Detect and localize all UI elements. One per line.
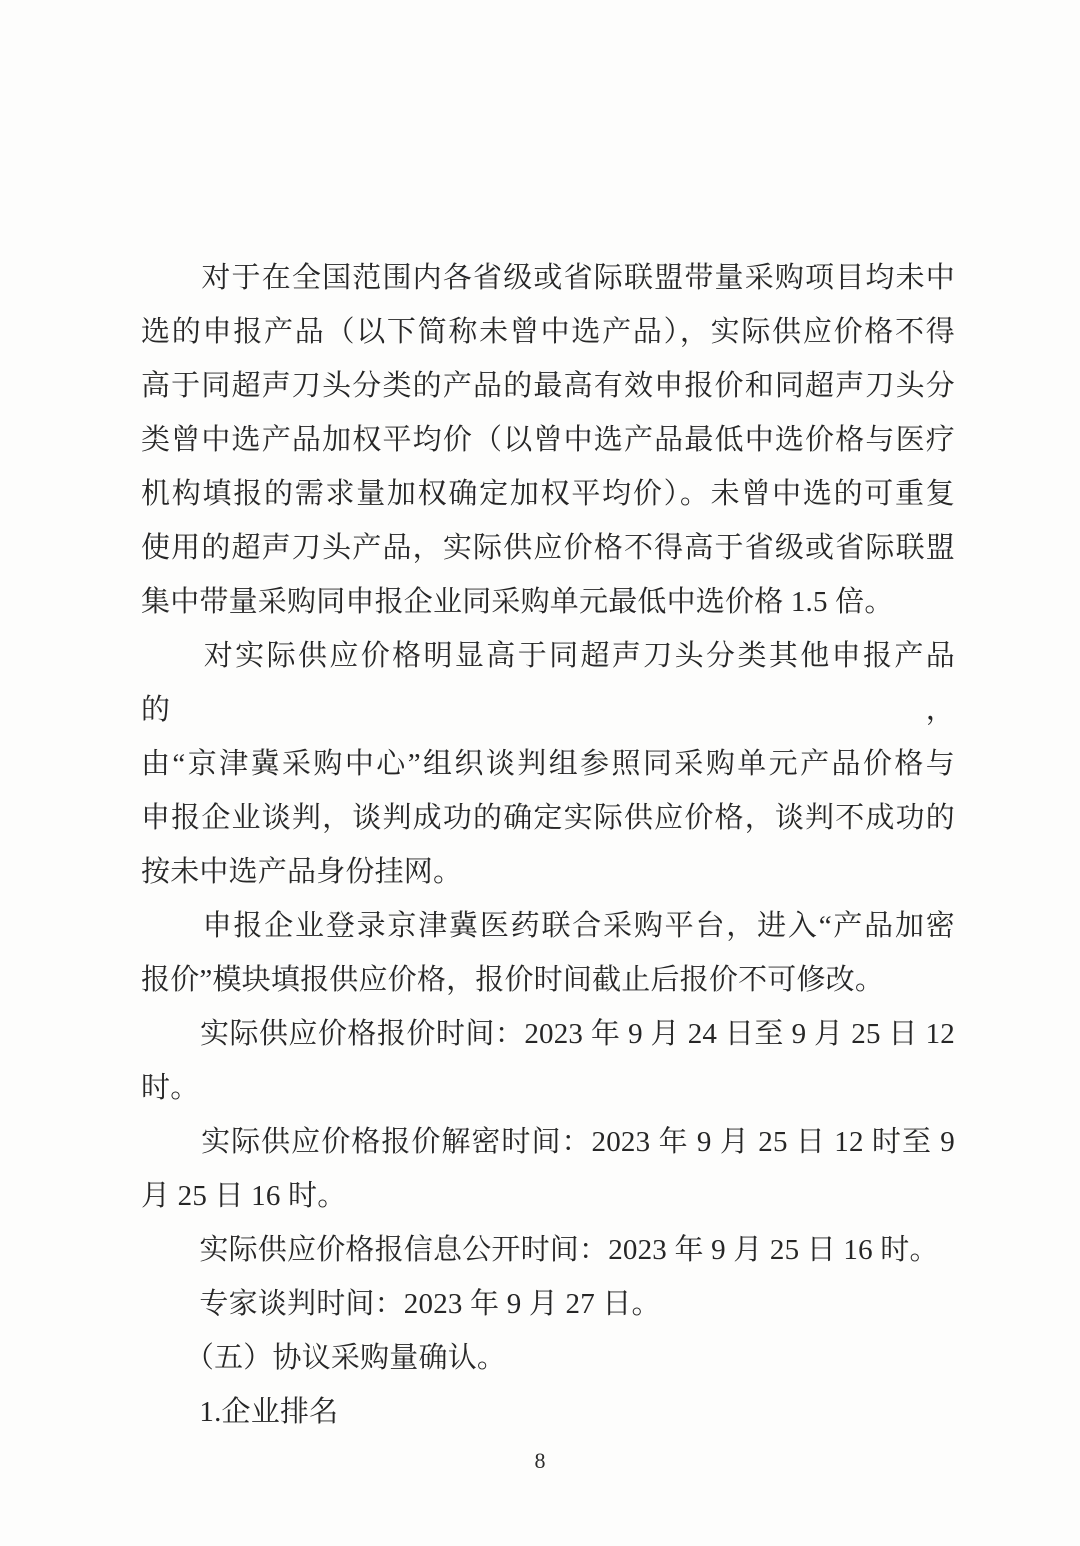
para-unselected-products-pricing: [141, 251, 955, 629]
text-line: 专家谈判时间：2023 年 9 月 27 日。: [141, 1288, 661, 1320]
text-line: 月 25 日 16 时。: [141, 1180, 347, 1212]
text-line: 实际供应价格报价解密时间：2023 年 9 月 25 日 12 时至 9: [141, 1126, 955, 1158]
para-disclosure-time: [141, 1223, 955, 1277]
para-expert-negotiation-time: [141, 1277, 955, 1331]
para-quote-time: [141, 1007, 955, 1115]
document-body: [141, 251, 955, 1439]
heading-enterprise-ranking: [141, 1385, 955, 1439]
text-line: 实际供应价格报信息公开时间：2023 年 9 月 25 日 16 时。: [141, 1234, 939, 1266]
text-line: 报价”模块填报供应价格，报价时间截止后报价不可修改。: [141, 964, 885, 996]
text-line: 机构填报的需求量加权确定加权平均价）。未曾中选的可重复: [141, 478, 955, 510]
text-line: 时。: [141, 1072, 200, 1104]
text-line: 集中带量采购同申报企业同采购单元最低中选价格 1.5 倍。: [141, 586, 894, 618]
text-line: 对实际供应价格明显高于同超声刀头分类其他申报产品的，: [141, 640, 955, 726]
text-line: 类曾中选产品加权平均价（以曾中选产品最低中选价格与医疗: [141, 424, 955, 456]
para-decrypt-time: [141, 1115, 955, 1223]
heading-section-five-agreement-volume: [141, 1331, 955, 1385]
para-platform-encrypted-quoting: [141, 899, 955, 1007]
text-line: 按未中选产品身份挂网。: [141, 856, 463, 888]
text-line: 高于同超声刀头分类的产品的最高有效申报价和同超声刀头分: [141, 370, 955, 402]
text-line: 申报企业登录京津冀医药联合采购平台，进入“产品加密: [141, 910, 955, 942]
page-number: 8: [534, 1448, 546, 1473]
text-line: 选的申报产品（以下简称未曾中选产品），实际供应价格不得: [141, 316, 955, 348]
text-line: 1.企业排名: [141, 1396, 339, 1428]
para-negotiation-rule: [141, 629, 955, 899]
text-line: （五）协议采购量确认。: [141, 1342, 507, 1374]
text-line: 实际供应价格报价时间：2023 年 9 月 24 日至 9 月 25 日 12: [141, 1018, 955, 1050]
text-line: 由“京津冀采购中心”组织谈判组参照同采购单元产品价格与: [141, 748, 955, 780]
text-line: 使用的超声刀头产品，实际供应价格不得高于省级或省际联盟: [141, 532, 955, 564]
text-line: 申报企业谈判，谈判成功的确定实际供应价格，谈判不成功的: [141, 802, 955, 834]
text-line: 对于在全国范围内各省级或省际联盟带量采购项目均未中: [141, 262, 955, 294]
